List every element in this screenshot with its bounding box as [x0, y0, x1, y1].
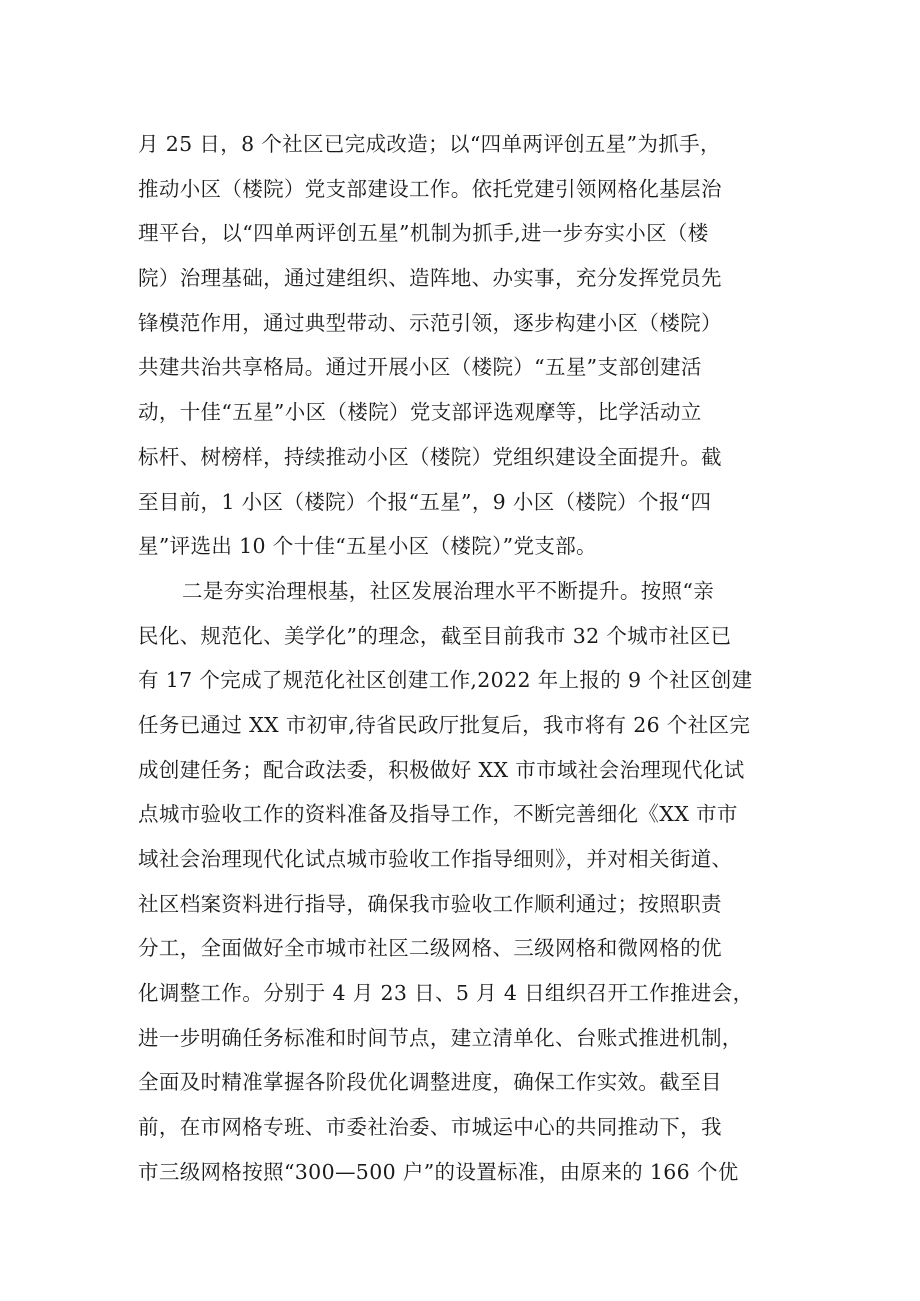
text-line-14: 任务已通过 XX 市初审,待省民政厅批复后，我市将有 26 个社区完	[138, 712, 751, 737]
body-text	[138, 122, 798, 1195]
text-line-19: 分工，全面做好全市城市社区二级网格、三级网格和微网格的优	[138, 936, 722, 961]
text-line-15: 成创建任务；配合政法委，积极做好 XX 市市域社会治理现代化试	[138, 757, 745, 782]
text-line-16: 点城市验收工作的资料准备及指导工作，不断完善细化《XX 市市	[138, 802, 738, 827]
text-line-10: 星”评选出 10 个十佳“五星小区（楼院）”党支部。	[138, 534, 597, 559]
text-line-13: 有 17 个完成了规范化社区创建工作,2022 年上报的 9 个社区创建	[138, 668, 753, 693]
text-line-6: 共建共治共享格局。通过开展小区（楼院）“五星”支部创建活	[138, 355, 702, 380]
text-line-1: 月 25 日，8 个社区已完成改造；以“四单两评创五星”为抓手，	[138, 132, 721, 156]
text-line-24: 市三级网格按照“300—500 户”的设置标准，由原来的 166 个优	[138, 1159, 739, 1184]
text-line-18: 社区档案资料进行指导，确保我市验收工作顺利通过；按照职责	[138, 891, 722, 916]
text-line-8: 标杆、树榜样，持续推动小区（楼院）党组织建设全面提升。截	[138, 444, 722, 469]
text-line-12: 民化、规范化、美学化”的理念，截至目前我市 32 个城市社区已	[138, 623, 732, 648]
text-line-21: 进一步明确任务标准和时间节点，建立清单化、台账式推进机制，	[138, 1025, 743, 1050]
text-line-2: 推动小区（楼院）党支部建设工作。依托党建引领网格化基层治	[138, 176, 722, 201]
text-line-17: 域社会治理现代化试点城市验收工作指导细则》，并对相关街道、	[138, 847, 733, 871]
text-line-5: 锋模范作用，通过典型带动、示范引领，逐步构建小区（楼院）	[138, 310, 722, 335]
text-line-7: 动，十佳“五星”小区（楼院）党支部评选观摩等，比学活动立	[138, 400, 702, 425]
text-line-9: 至目前，1 小区（楼院）个报“五星”，9 小区（楼院）个报“四	[138, 489, 712, 514]
text-line-23: 前，在市网格专班、市委社治委、市城运中心的共同推动下，我	[138, 1115, 722, 1140]
text-line-22: 全面及时精准掌握各阶段优化调整进度，确保工作实效。截至目	[138, 1070, 722, 1095]
paragraph-start-line: 二是夯实治理根基，社区发展治理水平不断提升。按照“亲	[182, 578, 715, 603]
text-line-3: 理平台，以“四单两评创五星”机制为抓手,进一步夯实小区（楼	[138, 221, 709, 246]
text-line-4: 院）治理基础，通过建组织、造阵地、办实事，充分发挥党员先	[138, 266, 722, 291]
text-line-20: 化调整工作。分别于 4 月 23 日、5 月 4 日组织召开工作推进会，	[138, 981, 754, 1006]
